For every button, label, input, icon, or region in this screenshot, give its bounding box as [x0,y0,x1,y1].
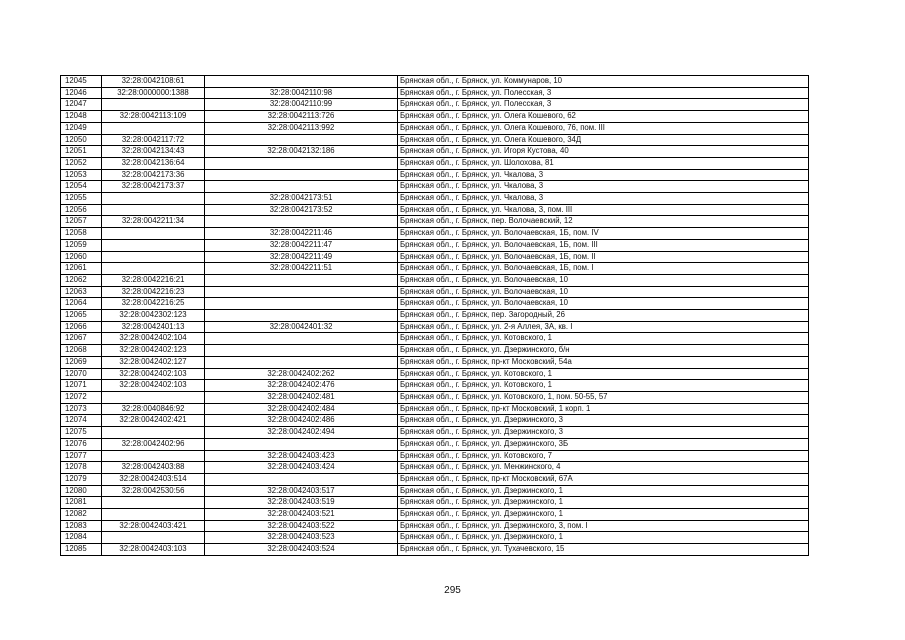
building-cadastral-number-cell: 32:28:0042403:522 [205,520,398,532]
building-cadastral-number-cell: 32:28:0042113:992 [205,122,398,134]
building-cadastral-number-cell [205,181,398,193]
address-cell: Брянская обл., г. Брянск, ул. Полесская, 3 [398,87,809,99]
building-cadastral-number-cell: 32:28:0042402:262 [205,368,398,380]
address-cell: Брянская обл., г. Брянск, ул. Волочаевская, 1Б, пом. III [398,239,809,251]
row-number-cell: 12068 [61,345,102,357]
table-row [61,251,809,263]
table-row [61,345,809,357]
cadastral-number-cell: 32:28:0042403:103 [102,544,205,556]
cadastral-number-cell [102,228,205,240]
cadastral-number-cell: 32:28:0042401:13 [102,321,205,333]
address-cell: Брянская обл., г. Брянск, ул. Дзержинского, 3 [398,427,809,439]
address-cell: Брянская обл., г. Брянск, ул. Волочаевская, 1Б, пом. I [398,263,809,275]
cadastral-number-cell: 32:28:0042173:36 [102,169,205,181]
cadastral-number-cell: 32:28:0042108:61 [102,76,205,88]
cadastral-number-cell: 32:28:0042403:421 [102,520,205,532]
table-row [61,157,809,169]
table-row [61,146,809,158]
address-cell: Брянская обл., г. Брянск, ул. Коммунаров, 10 [398,76,809,88]
building-cadastral-number-cell [205,333,398,345]
table-row [61,274,809,286]
cadastral-number-cell: 32:28:0042173:37 [102,181,205,193]
building-cadastral-number-cell: 32:28:0042132:186 [205,146,398,158]
cadastral-number-cell: 32:28:0042117:72 [102,134,205,146]
table-row [61,450,809,462]
building-cadastral-number-cell: 32:28:0042402:494 [205,427,398,439]
cadastral-number-cell [102,99,205,111]
row-number-cell: 12076 [61,438,102,450]
cadastral-number-cell [102,122,205,134]
row-number-cell: 12065 [61,310,102,322]
building-cadastral-number-cell [205,76,398,88]
row-number-cell: 12053 [61,169,102,181]
address-cell: Брянская обл., г. Брянск, ул. 2-я Аллея, 3А, кв. I [398,321,809,333]
row-number-cell: 12063 [61,286,102,298]
table-row [61,532,809,544]
building-cadastral-number-cell: 32:28:0042403:517 [205,485,398,497]
table-row [61,263,809,275]
cadastral-number-cell: 32:28:0042402:103 [102,380,205,392]
row-number-cell: 12054 [61,181,102,193]
building-cadastral-number-cell: 32:28:0042113:726 [205,111,398,123]
table-row [61,438,809,450]
address-cell: Брянская обл., г. Брянск, ул. Менжинского, 4 [398,462,809,474]
cadastral-number-cell: 32:28:0040846:92 [102,403,205,415]
row-number-cell: 12073 [61,403,102,415]
row-number-cell: 12071 [61,380,102,392]
registry-table [60,75,809,556]
table-row [61,427,809,439]
cadastral-number-cell [102,263,205,275]
address-cell: Брянская обл., г. Брянск, ул. Волочаевская, 10 [398,286,809,298]
table-row [61,544,809,556]
address-cell: Брянская обл., г. Брянск, ул. Олега Кошевого, 62 [398,111,809,123]
cadastral-number-cell: 32:28:0042136:64 [102,157,205,169]
building-cadastral-number-cell [205,286,398,298]
address-cell: Брянская обл., г. Брянск, ул. Котовского, 1, пом. 50-55, 57 [398,391,809,403]
building-cadastral-number-cell: 32:28:0042402:476 [205,380,398,392]
address-cell: Брянская обл., г. Брянск, пр-кт Московский, 54а [398,356,809,368]
table-row [61,228,809,240]
cadastral-number-cell: 32:28:0042402:421 [102,415,205,427]
building-cadastral-number-cell [205,157,398,169]
address-cell: Брянская обл., г. Брянск, ул. Шолохова, 81 [398,157,809,169]
page-number: 295 [444,585,461,596]
row-number-cell: 12070 [61,368,102,380]
row-number-cell: 12045 [61,76,102,88]
cadastral-number-cell [102,532,205,544]
row-number-cell: 12057 [61,216,102,228]
address-cell: Брянская обл., г. Брянск, ул. Котовского, 1 [398,380,809,392]
cadastral-number-cell: 32:28:0042403:514 [102,473,205,485]
building-cadastral-number-cell [205,274,398,286]
table-row [61,509,809,521]
row-number-cell: 12085 [61,544,102,556]
building-cadastral-number-cell: 32:28:0042211:46 [205,228,398,240]
building-cadastral-number-cell: 32:28:0042211:47 [205,239,398,251]
row-number-cell: 12058 [61,228,102,240]
row-number-cell: 12066 [61,321,102,333]
address-cell: Брянская обл., г. Брянск, ул. Чкалова, 3 [398,181,809,193]
building-cadastral-number-cell: 32:28:0042402:484 [205,403,398,415]
address-cell: Брянская обл., г. Брянск, ул. Дзержинского, 1 [398,509,809,521]
table-row [61,99,809,111]
table-row [61,473,809,485]
cadastral-number-cell: 32:28:0042134:43 [102,146,205,158]
building-cadastral-number-cell [205,134,398,146]
table-row [61,497,809,509]
cadastral-number-cell [102,509,205,521]
cadastral-number-cell: 32:28:0042403:88 [102,462,205,474]
building-cadastral-number-cell: 32:28:0042173:51 [205,193,398,205]
address-cell: Брянская обл., г. Брянск, ул. Волочаевская, 1Б, пом. IV [398,228,809,240]
table-row [61,181,809,193]
cadastral-number-cell [102,497,205,509]
table-row [61,76,809,88]
building-cadastral-number-cell: 32:28:0042403:524 [205,544,398,556]
cadastral-number-cell [102,239,205,251]
row-number-cell: 12049 [61,122,102,134]
row-number-cell: 12072 [61,391,102,403]
address-cell: Брянская обл., г. Брянск, ул. Чкалова, 3, пом. III [398,204,809,216]
cadastral-number-cell [102,251,205,263]
address-cell: Брянская обл., г. Брянск, ул. Полесская, 3 [398,99,809,111]
address-cell: Брянская обл., г. Брянск, ул. Котовского, 1 [398,368,809,380]
address-cell: Брянская обл., г. Брянск, ул. Дзержинского, 1 [398,532,809,544]
building-cadastral-number-cell [205,345,398,357]
building-cadastral-number-cell: 32:28:0042402:486 [205,415,398,427]
building-cadastral-number-cell [205,473,398,485]
row-number-cell: 12080 [61,485,102,497]
row-number-cell: 12064 [61,298,102,310]
address-cell: Брянская обл., г. Брянск, ул. Дзержинского, б/н [398,345,809,357]
cadastral-number-cell [102,193,205,205]
building-cadastral-number-cell: 32:28:0042173:52 [205,204,398,216]
building-cadastral-number-cell [205,310,398,322]
building-cadastral-number-cell [205,438,398,450]
address-cell: Брянская обл., г. Брянск, пер. Волочаевский, 12 [398,216,809,228]
address-cell: Брянская обл., г. Брянск, ул. Котовского, 7 [398,450,809,462]
cadastral-number-cell [102,427,205,439]
row-number-cell: 12078 [61,462,102,474]
building-cadastral-number-cell: 32:28:0042211:49 [205,251,398,263]
address-cell: Брянская обл., г. Брянск, ул. Чкалова, 3 [398,169,809,181]
row-number-cell: 12083 [61,520,102,532]
building-cadastral-number-cell [205,298,398,310]
address-cell: Брянская обл., г. Брянск, ул. Дзержинского, 1 [398,497,809,509]
building-cadastral-number-cell: 32:28:0042110:98 [205,87,398,99]
address-cell: Брянская обл., г. Брянск, ул. Тухачевского, 15 [398,544,809,556]
building-cadastral-number-cell: 32:28:0042403:521 [205,509,398,521]
table-row [61,111,809,123]
row-number-cell: 12081 [61,497,102,509]
table-row [61,356,809,368]
table-row [61,333,809,345]
table-row [61,193,809,205]
cadastral-number-cell [102,450,205,462]
address-cell: Брянская обл., г. Брянск, пр-кт Московский, 67А [398,473,809,485]
address-cell: Брянская обл., г. Брянск, ул. Волочаевская, 10 [398,298,809,310]
building-cadastral-number-cell: 32:28:0042110:99 [205,99,398,111]
cadastral-number-cell: 32:28:0042402:96 [102,438,205,450]
building-cadastral-number-cell: 32:28:0042211:51 [205,263,398,275]
row-number-cell: 12046 [61,87,102,99]
row-number-cell: 12055 [61,193,102,205]
address-cell: Брянская обл., г. Брянск, ул. Дзержинского, 3, пом. I [398,520,809,532]
cadastral-number-cell: 32:28:0042211:34 [102,216,205,228]
row-number-cell: 12052 [61,157,102,169]
address-cell: Брянская обл., г. Брянск, ул. Котовского, 1 [398,333,809,345]
row-number-cell: 12051 [61,146,102,158]
table-row [61,286,809,298]
row-number-cell: 12050 [61,134,102,146]
address-cell: Брянская обл., г. Брянск, ул. Игоря Кустова, 40 [398,146,809,158]
address-cell: Брянская обл., г. Брянск, ул. Дзержинского, 3Б [398,438,809,450]
row-number-cell: 12056 [61,204,102,216]
row-number-cell: 12059 [61,239,102,251]
row-number-cell: 12079 [61,473,102,485]
row-number-cell: 12082 [61,509,102,521]
cadastral-number-cell: 32:28:0000000:1388 [102,87,205,99]
table-row [61,462,809,474]
table-row [61,368,809,380]
row-number-cell: 12060 [61,251,102,263]
address-cell: Брянская обл., г. Брянск, ул. Волочаевская, 1Б, пом. II [398,251,809,263]
table-row [61,391,809,403]
table-row [61,122,809,134]
registry-table-body [61,76,809,556]
building-cadastral-number-cell: 32:28:0042403:423 [205,450,398,462]
cadastral-number-cell: 32:28:0042302:123 [102,310,205,322]
table-row [61,204,809,216]
table-row [61,298,809,310]
cadastral-number-cell: 32:28:0042402:127 [102,356,205,368]
cadastral-number-cell: 32:28:0042530:56 [102,485,205,497]
table-row [61,321,809,333]
address-cell: Брянская обл., г. Брянск, ул. Чкалова, 3 [398,193,809,205]
row-number-cell: 12061 [61,263,102,275]
row-number-cell: 12075 [61,427,102,439]
building-cadastral-number-cell [205,356,398,368]
row-number-cell: 12067 [61,333,102,345]
row-number-cell: 12069 [61,356,102,368]
table-row [61,87,809,99]
cadastral-number-cell: 32:28:0042402:103 [102,368,205,380]
table-row [61,415,809,427]
building-cadastral-number-cell [205,216,398,228]
row-number-cell: 12077 [61,450,102,462]
address-cell: Брянская обл., г. Брянск, ул. Волочаевская, 10 [398,274,809,286]
table-row [61,485,809,497]
address-cell: Брянская обл., г. Брянск, пер. Загородный, 26 [398,310,809,322]
table-row [61,380,809,392]
row-number-cell: 12047 [61,99,102,111]
table-row [61,520,809,532]
building-cadastral-number-cell: 32:28:0042402:481 [205,391,398,403]
building-cadastral-number-cell: 32:28:0042403:519 [205,497,398,509]
row-number-cell: 12074 [61,415,102,427]
address-cell: Брянская обл., г. Брянск, ул. Олега Кошевого, 76, пом. III [398,122,809,134]
table-row [61,310,809,322]
row-number-cell: 12048 [61,111,102,123]
address-cell: Брянская обл., г. Брянск, ул. Дзержинского, 3 [398,415,809,427]
building-cadastral-number-cell [205,169,398,181]
cadastral-number-cell [102,204,205,216]
table-row [61,216,809,228]
building-cadastral-number-cell: 32:28:0042401:32 [205,321,398,333]
table-row [61,239,809,251]
table-row [61,169,809,181]
building-cadastral-number-cell: 32:28:0042403:523 [205,532,398,544]
cadastral-number-cell: 32:28:0042402:104 [102,333,205,345]
cadastral-number-cell: 32:28:0042216:21 [102,274,205,286]
table-row [61,403,809,415]
cadastral-number-cell: 32:28:0042216:23 [102,286,205,298]
cadastral-number-cell: 32:28:0042216:25 [102,298,205,310]
address-cell: Брянская обл., г. Брянск, ул. Дзержинского, 1 [398,485,809,497]
row-number-cell: 12062 [61,274,102,286]
building-cadastral-number-cell: 32:28:0042403:424 [205,462,398,474]
table-row [61,134,809,146]
cadastral-number-cell [102,391,205,403]
address-cell: Брянская обл., г. Брянск, ул. Олега Кошевого, 34Д [398,134,809,146]
cadastral-number-cell: 32:28:0042402:123 [102,345,205,357]
row-number-cell: 12084 [61,532,102,544]
cadastral-number-cell: 32:28:0042113:109 [102,111,205,123]
address-cell: Брянская обл., г. Брянск, пр-кт Московский, 1 корп. 1 [398,403,809,415]
